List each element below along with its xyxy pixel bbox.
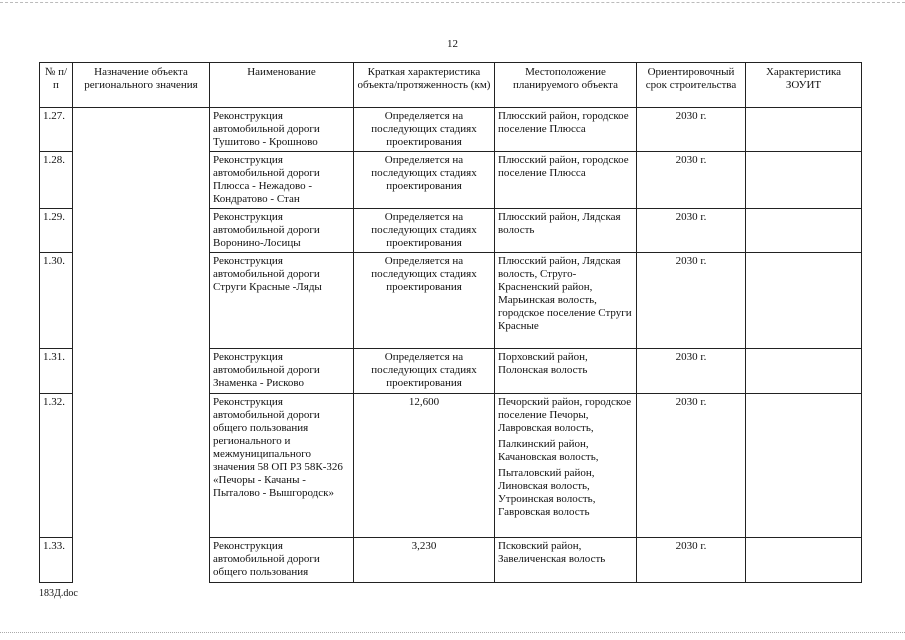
row-term: 2030 г. — [637, 108, 746, 152]
location-paragraph: Плюсский район, Лядская волость, Струго-Красненский район, Марьинская волость, городское поселение Струги Красные — [498, 255, 632, 332]
location-paragraph: Печорский район, городское поселение Печоры, Лавровская волость, — [498, 396, 632, 434]
row-term: 2030 г. — [637, 209, 746, 253]
row-number: 1.30. — [40, 253, 73, 349]
location-paragraph: Плюсский район, городское поселение Плюсса — [498, 154, 629, 179]
header-location: Местоположение планируемого объекта — [495, 63, 637, 108]
footer-filename: 183Д.doc — [39, 588, 78, 599]
row-location — [495, 152, 637, 209]
row-zouit — [746, 209, 862, 253]
row-number: 1.29. — [40, 209, 73, 253]
row-characteristic: Определяется на последующих стадиях проектирования — [354, 108, 495, 152]
row-term: 2030 г. — [637, 394, 746, 538]
row-name: Реконструкция автомобильной дороги Струги Красные -Ляды — [210, 253, 354, 349]
row-characteristic: 3,230 — [354, 538, 495, 583]
table-row — [40, 209, 862, 253]
row-name: Реконструкция автомобильной дороги Тушитово - Крошново — [210, 108, 354, 152]
row-name: Реконструкция автомобильной дороги общего пользования регионального и межмуниципального значения 58 ОП Р3 58К-326 «Печоры - Качаны - Пыталово - Вышгородск» — [210, 394, 354, 538]
row-characteristic: 12,600 — [354, 394, 495, 538]
header-num: № п/п — [40, 63, 73, 108]
row-term: 2030 г. — [637, 253, 746, 349]
table-row — [40, 253, 862, 349]
row-number: 1.31. — [40, 349, 73, 394]
row-characteristic: Определяется на последующих стадиях проектирования — [354, 209, 495, 253]
row-location — [495, 253, 637, 349]
row-number: 1.27. — [40, 108, 73, 152]
row-name: Реконструкция автомобильной дороги общего пользования — [210, 538, 354, 583]
row-number: 1.32. — [40, 394, 73, 538]
table-row — [40, 349, 862, 394]
row-term: 2030 г. — [637, 538, 746, 583]
table-header-row — [40, 63, 862, 108]
row-location — [495, 538, 637, 583]
row-zouit — [746, 253, 862, 349]
row-number: 1.28. — [40, 152, 73, 209]
row-zouit — [746, 108, 862, 152]
row-zouit — [746, 349, 862, 394]
location-paragraph: Псковский район, Завеличенская волость — [498, 540, 606, 565]
row-purpose — [73, 538, 210, 583]
row-term: 2030 г. — [637, 349, 746, 394]
location-paragraph: Пыталовский район, Линовская волость, Утроинская волость, Гавровская волость — [498, 467, 596, 518]
row-characteristic: Определяется на последующих стадиях проектирования — [354, 152, 495, 209]
location-paragraph: Плюсский район, Лядская волость — [498, 211, 621, 236]
row-number: 1.33. — [40, 538, 73, 583]
row-purpose — [73, 349, 210, 394]
row-location — [495, 349, 637, 394]
row-purpose — [73, 108, 210, 152]
row-characteristic: Определяется на последующих стадиях проектирования — [354, 349, 495, 394]
row-name: Реконструкция автомобильной дороги Воронино-Лосицы — [210, 209, 354, 253]
row-zouit — [746, 152, 862, 209]
header-purpose: Назначение объекта регионального значения — [73, 63, 210, 108]
row-term: 2030 г. — [637, 152, 746, 209]
location-paragraph: Палкинский район, Качановская волость, — [498, 438, 599, 463]
scan-edge-top — [0, 2, 905, 3]
row-name: Реконструкция автомобильной дороги Знаменка - Рисково — [210, 349, 354, 394]
row-characteristic: Определяется на последующих стадиях проектирования — [354, 253, 495, 349]
row-location — [495, 108, 637, 152]
header-zouit: Характеристика ЗОУИТ — [746, 63, 862, 108]
scan-edge-bottom — [0, 632, 905, 633]
location-paragraph: Плюсский район, городское поселение Плюсса — [498, 110, 629, 135]
row-zouit — [746, 538, 862, 583]
header-characteristic: Краткая характеристика объекта/протяженность (км) — [354, 63, 495, 108]
row-purpose — [73, 152, 210, 209]
location-paragraph: Порховский район, Полонская волость — [498, 351, 588, 376]
header-name: Наименование — [210, 63, 354, 108]
table-row — [40, 152, 862, 209]
page-number: 12 — [447, 38, 458, 50]
objects-table — [39, 62, 862, 583]
header-term: Ориентировочный срок строительства — [637, 63, 746, 108]
row-location — [495, 209, 637, 253]
row-purpose — [73, 253, 210, 349]
table-row — [40, 394, 862, 538]
row-name: Реконструкция автомобильной дороги Плюсса - Нежадово - Кондратово - Стан — [210, 152, 354, 209]
table-row — [40, 538, 862, 583]
row-zouit — [746, 394, 862, 538]
row-purpose — [73, 394, 210, 538]
row-location — [495, 394, 637, 538]
table-row — [40, 108, 862, 152]
row-purpose — [73, 209, 210, 253]
